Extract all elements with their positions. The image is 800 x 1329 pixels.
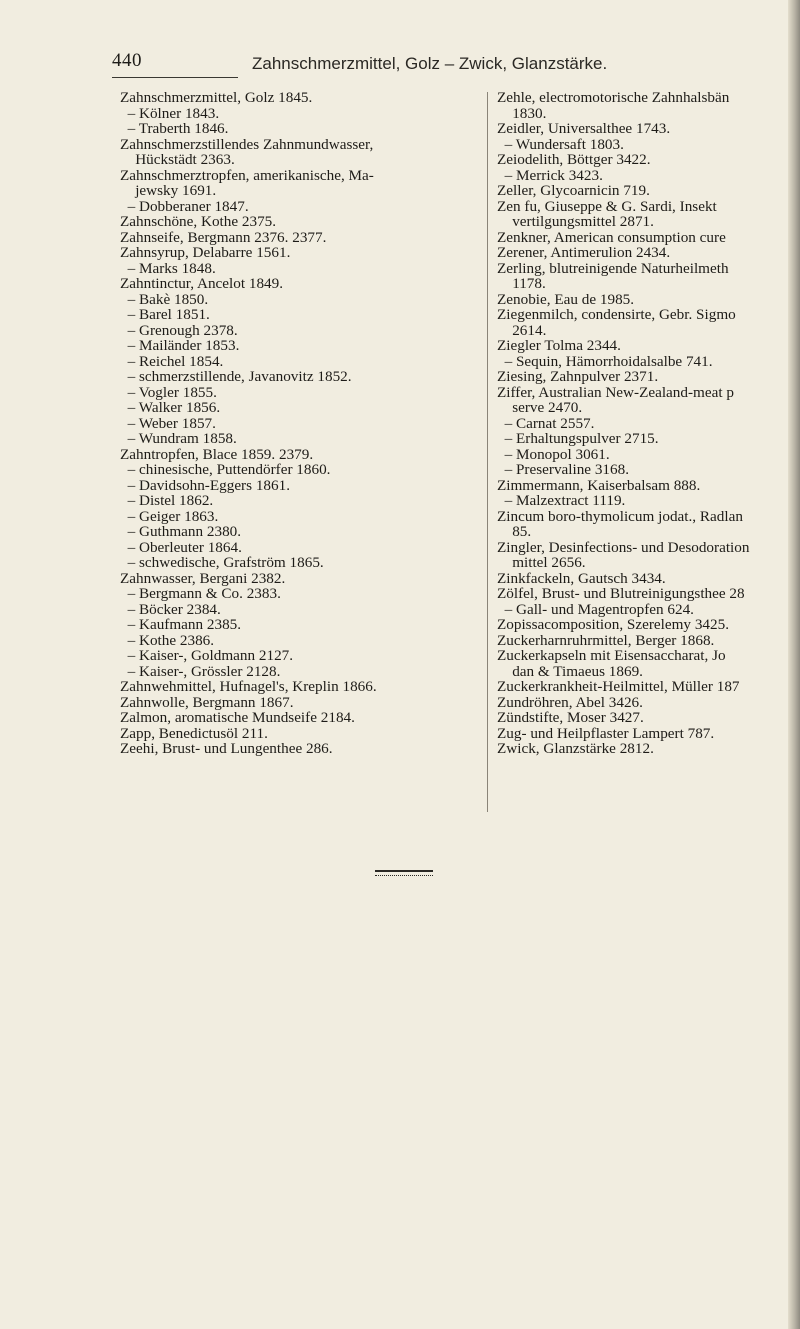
index-entry: Zeller, Glycoarnicin 719. bbox=[497, 182, 650, 199]
index-entry: Ziegler Tolma 2344. bbox=[497, 337, 621, 354]
index-entry: Zopissacomposition, Szerelemy 3425. bbox=[497, 616, 729, 633]
index-entry: 1178. bbox=[497, 275, 546, 292]
page-header bbox=[112, 50, 752, 74]
index-entry: – Barel 1851. bbox=[120, 306, 210, 323]
index-entry: Zölfel, Brust- und Blutreinigungsthee 28 bbox=[497, 585, 745, 602]
page-number: 440 bbox=[112, 50, 142, 71]
index-entry: – Geiger 1863. bbox=[120, 507, 219, 525]
index-entry: Zuckerkapseln mit Eisensaccharat, Jo bbox=[497, 647, 726, 664]
index-entry: Zalmon, aromatische Mundseife 2184. bbox=[120, 709, 355, 726]
index-entry: Zerener, Antimerulion 2434. bbox=[497, 244, 671, 261]
index-entry: – Traberth 1846. bbox=[120, 120, 229, 137]
index-entry: – Preservaline 3168. bbox=[497, 461, 630, 478]
index-entry: Zehle, electromotorische Zahnhalsbän bbox=[497, 90, 730, 106]
index-entry: Zerling, blutreinigende Naturheilmeth bbox=[497, 259, 729, 277]
index-entry: mittel 2656. bbox=[497, 554, 586, 571]
index-entry: Zundröhren, Abel 3426. bbox=[497, 693, 643, 711]
end-ornament-rule bbox=[375, 870, 433, 876]
index-entry: – Reichel 1854. bbox=[120, 352, 224, 370]
index-entry: – Distel 1862. bbox=[120, 492, 214, 509]
index-entry: – Wundram 1858. bbox=[120, 430, 237, 447]
index-entry: Zahnschmerztropfen, amerikanische, Ma- bbox=[120, 166, 374, 184]
index-entry: vertilgungsmittel 2871. bbox=[497, 213, 654, 230]
index-entry: – Davidsohn-Eggers 1861. bbox=[120, 476, 290, 494]
index-entry: Zenobie, Eau de 1985. bbox=[497, 290, 635, 308]
index-entry: Zahnsyrup, Delabarre 1561. bbox=[120, 244, 291, 261]
index-entry: Zinkfackeln, Gautsch 3434. bbox=[497, 569, 666, 587]
index-entry: jewsky 1691. bbox=[120, 182, 217, 199]
index-entry: Zahnschmerzmittel, Golz 1845. bbox=[120, 89, 313, 106]
index-entry: – Weber 1857. bbox=[120, 414, 216, 432]
index-entry: Zimmermann, Kaiserbalsam 888. bbox=[497, 476, 701, 494]
index-entry: – Dobberaner 1847. bbox=[120, 197, 249, 215]
index-entry: – Sequin, Hämorrhoidalsalbe 741. bbox=[497, 352, 713, 370]
index-entry: 85. bbox=[497, 523, 532, 540]
index-column-left bbox=[120, 90, 475, 757]
index-entry: Zahnschöne, Kothe 2375. bbox=[120, 213, 277, 230]
page-edge-shadow bbox=[788, 0, 800, 1329]
index-entry: Zahnschmerzstillendes Zahnmundwasser, bbox=[120, 135, 374, 153]
index-entry: Zenkner, American consumption cure bbox=[497, 228, 726, 246]
index-entry: – Malzextract 1119. bbox=[497, 492, 626, 509]
index-entry: Zingler, Desinfections- und Desodoration bbox=[497, 538, 750, 556]
index-entry: – Kaiser-, Grössler 2128. bbox=[120, 662, 281, 680]
index-entry: Zuckerharnruhrmittel, Berger 1868. bbox=[497, 631, 715, 649]
index-column-right bbox=[497, 90, 787, 757]
index-entry: – Bakè 1850. bbox=[120, 290, 209, 308]
index-entry: – Bergmann & Co. 2383. bbox=[120, 585, 281, 602]
index-entry: Zug- und Heilpflaster Lampert 787. bbox=[497, 724, 715, 742]
index-entry: – Walker 1856. bbox=[120, 399, 221, 416]
index-entry: – schwedische, Grafström 1865. bbox=[120, 554, 324, 571]
index-entry: Zahnwolle, Bergmann 1867. bbox=[120, 693, 294, 711]
index-entry: – Monopol 3061. bbox=[497, 445, 610, 463]
index-entry: Zuckerkrankheit-Heilmittel, Müller 187 bbox=[497, 678, 740, 695]
index-entry: Zwick, Glanzstärke 2812. bbox=[497, 740, 654, 757]
index-entry: 1830. bbox=[497, 104, 547, 122]
index-entry: – Böcker 2384. bbox=[120, 600, 221, 618]
index-entry: Zündstifte, Moser 3427. bbox=[497, 709, 644, 726]
index-entry: – Marks 1848. bbox=[120, 259, 216, 277]
index-entry: – Kothe 2386. bbox=[120, 631, 215, 649]
index-entry: – Merrick 3423. bbox=[497, 166, 603, 184]
index-entry: – Vogler 1855. bbox=[120, 383, 217, 401]
index-entry: Hückstädt 2363. bbox=[120, 151, 235, 168]
index-entry: Zincum boro-thymolicum jodat., Radlan bbox=[497, 507, 743, 525]
index-entry: Zen fu, Giuseppe & G. Sardi, Insekt bbox=[497, 197, 717, 215]
index-entry: Zeidler, Universalthee 1743. bbox=[497, 120, 671, 137]
index-entry: Ziffer, Australian New-Zealand-meat p bbox=[497, 383, 734, 401]
index-entry: 2614. bbox=[497, 321, 547, 339]
index-entry: – Kölner 1843. bbox=[120, 104, 220, 122]
index-entry: – Oberleuter 1864. bbox=[120, 538, 242, 556]
index-entry: Zahntropfen, Blace 1859. 2379. bbox=[120, 445, 314, 463]
index-entry: Zahnwasser, Bergani 2382. bbox=[120, 569, 286, 587]
index-entry: – Carnat 2557. bbox=[497, 414, 595, 432]
header-rule bbox=[112, 77, 238, 78]
index-entry: Zeiodelith, Böttger 3422. bbox=[497, 151, 651, 168]
index-entry: Zahnseife, Bergmann 2376. 2377. bbox=[120, 228, 327, 246]
index-entry: – Erhaltungspulver 2715. bbox=[497, 430, 659, 447]
index-entry: serve 2470. bbox=[497, 399, 583, 416]
index-entry: Ziegenmilch, condensirte, Gebr. Sigmo bbox=[497, 306, 736, 323]
index-entry: – schmerzstillende, Javanovitz 1852. bbox=[120, 368, 352, 385]
index-entry: Zahntinctur, Ancelot 1849. bbox=[120, 275, 284, 292]
index-entry: – Guthmann 2380. bbox=[120, 523, 242, 540]
index-entry: Zeehi, Brust- und Lungenthee 286. bbox=[120, 740, 333, 757]
index-entry: – Wundersaft 1803. bbox=[497, 135, 624, 153]
index-entry: Zapp, Benedictusöl 211. bbox=[120, 724, 268, 742]
index-entry: dan & Timaeus 1869. bbox=[497, 662, 643, 680]
running-head: Zahnschmerzmittel, Golz – Zwick, Glanzstärke. bbox=[252, 54, 608, 73]
index-entry: – Mailänder 1853. bbox=[120, 337, 240, 354]
index-entry: Zahnwehmittel, Hufnagel's, Kreplin 1866. bbox=[120, 678, 377, 695]
index-entry: – Kaufmann 2385. bbox=[120, 616, 242, 633]
index-entry: Ziesing, Zahnpulver 2371. bbox=[497, 368, 659, 385]
index-entry: – Gall- und Magentropfen 624. bbox=[497, 600, 694, 618]
index-entry: – Grenough 2378. bbox=[120, 321, 238, 339]
index-entry: – Kaiser-, Goldmann 2127. bbox=[120, 647, 294, 664]
index-entry: – chinesische, Puttendörfer 1860. bbox=[120, 461, 331, 478]
column-divider bbox=[487, 92, 488, 812]
